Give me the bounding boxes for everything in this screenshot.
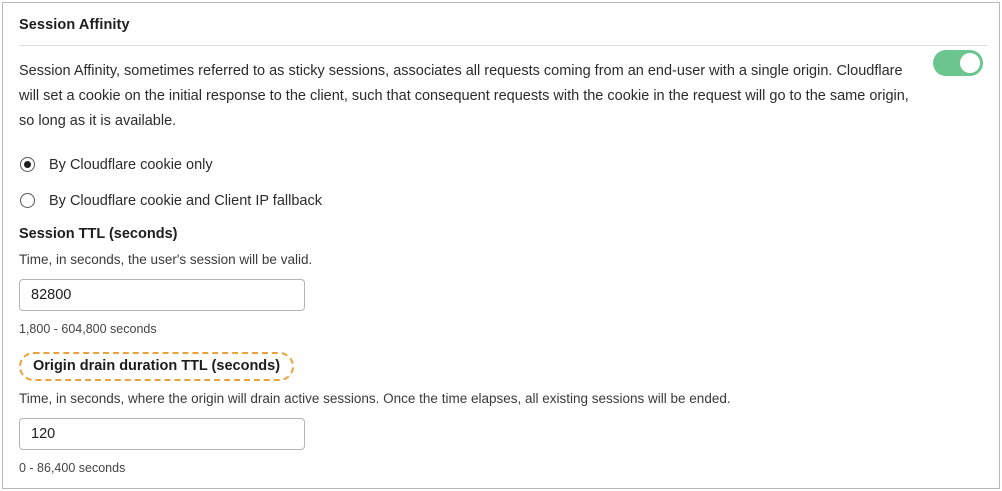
session-ttl-input[interactable] (19, 279, 305, 311)
session-affinity-panel (2, 2, 1000, 489)
origin-drain-range: 0 - 86,400 seconds (19, 461, 126, 475)
origin-drain-help: Time, in seconds, where the origin will drain active sessions. Once the time elapses, all existing sessions will be ended. (19, 391, 731, 406)
origin-drain-label: Origin drain duration TTL (seconds) (33, 358, 281, 374)
origin-drain-label-highlight (19, 352, 294, 381)
page-title: Session Affinity (19, 17, 130, 33)
title-divider (19, 45, 987, 46)
session-ttl-label: Session TTL (seconds) (19, 226, 178, 242)
radio-icon-unselected[interactable] (20, 193, 35, 208)
session-ttl-help: Time, in seconds, the user's session will be valid. (19, 252, 313, 267)
radio-label-cookie-only: By Cloudflare cookie only (49, 156, 213, 173)
toggle-knob (960, 53, 980, 73)
affinity-mode-radio-group (19, 151, 983, 214)
panel-content (19, 17, 983, 488)
radio-icon-selected[interactable] (20, 157, 35, 172)
session-ttl-range: 1,800 - 604,800 seconds (19, 322, 157, 336)
radio-label-cookie-and-ip: By Cloudflare cookie and Client IP fallback (49, 192, 322, 209)
origin-drain-input[interactable] (19, 418, 305, 450)
section-description: Session Affinity, sometimes referred to as sticky sessions, associates all requests coming from an end-user with a single origin. Cloudflare will set a cookie on the initial response to the client, such that consequent requests with the cookie in the request will go to the same origin, so long as it is available. (19, 63, 909, 129)
radio-option-cookie-and-ip[interactable] (19, 187, 983, 214)
session-affinity-toggle[interactable] (933, 50, 983, 76)
radio-option-cookie-only[interactable] (19, 151, 983, 178)
